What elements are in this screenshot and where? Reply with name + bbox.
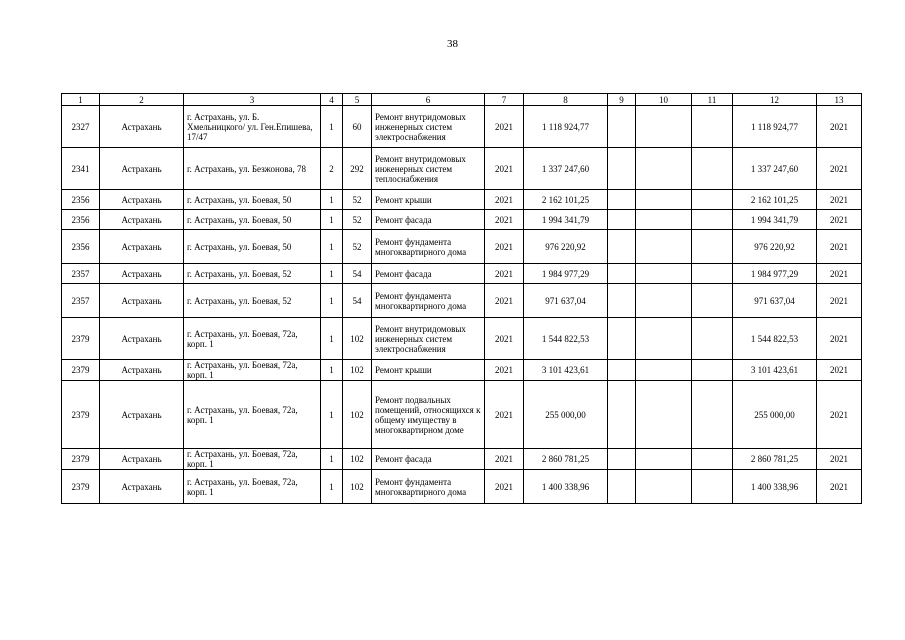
completion-year-cell: 2021 bbox=[817, 264, 862, 284]
cost-cell: 1 984 977,29 bbox=[524, 264, 608, 284]
year-cell: 2021 bbox=[485, 360, 524, 381]
address-cell: г. Астрахань, ул. Боевая, 52 bbox=[184, 284, 321, 318]
col4-cell: 2 bbox=[321, 148, 343, 190]
col10-cell bbox=[636, 360, 692, 381]
page-number: 38 bbox=[447, 38, 458, 50]
table-row bbox=[62, 284, 862, 318]
record-id-cell: 2379 bbox=[62, 360, 100, 381]
total-cost-cell: 1 994 341,79 bbox=[733, 210, 817, 230]
year-cell: 2021 bbox=[485, 230, 524, 264]
total-cost-cell: 976 220,92 bbox=[733, 230, 817, 264]
col4-cell: 1 bbox=[321, 381, 343, 449]
col4-cell: 1 bbox=[321, 284, 343, 318]
total-cost-cell: 3 101 423,61 bbox=[733, 360, 817, 381]
col9-cell bbox=[608, 360, 636, 381]
completion-year-cell: 2021 bbox=[817, 360, 862, 381]
column-header: 4 bbox=[321, 94, 343, 106]
column-header: 5 bbox=[343, 94, 372, 106]
total-cost-cell: 1 544 822,53 bbox=[733, 318, 817, 360]
col11-cell bbox=[692, 190, 733, 210]
address-cell: г. Астрахань, ул. Боевая, 50 bbox=[184, 230, 321, 264]
municipality-cell: Астрахань bbox=[100, 106, 184, 148]
cost-cell: 971 637,04 bbox=[524, 284, 608, 318]
column-header: 3 bbox=[184, 94, 321, 106]
col11-cell bbox=[692, 318, 733, 360]
col9-cell bbox=[608, 284, 636, 318]
record-id-cell: 2356 bbox=[62, 230, 100, 264]
total-cost-cell: 1 984 977,29 bbox=[733, 264, 817, 284]
table-row bbox=[62, 470, 862, 504]
col9-cell bbox=[608, 264, 636, 284]
col5-cell: 292 bbox=[343, 148, 372, 190]
record-id-cell: 2357 bbox=[62, 264, 100, 284]
col10-cell bbox=[636, 190, 692, 210]
table-row bbox=[62, 318, 862, 360]
year-cell: 2021 bbox=[485, 284, 524, 318]
col11-cell bbox=[692, 230, 733, 264]
year-cell: 2021 bbox=[485, 449, 524, 470]
col5-cell: 54 bbox=[343, 284, 372, 318]
col9-cell bbox=[608, 318, 636, 360]
year-cell: 2021 bbox=[485, 148, 524, 190]
address-cell: г. Астрахань, ул. Боевая, 72а, корп. 1 bbox=[184, 470, 321, 504]
col4-cell: 1 bbox=[321, 230, 343, 264]
address-cell: г. Астрахань, ул. Боевая, 72а, корп. 1 bbox=[184, 318, 321, 360]
year-cell: 2021 bbox=[485, 106, 524, 148]
address-cell: г. Астрахань, ул. Безжонова, 78 bbox=[184, 148, 321, 190]
col11-cell bbox=[692, 381, 733, 449]
completion-year-cell: 2021 bbox=[817, 449, 862, 470]
total-cost-cell: 971 637,04 bbox=[733, 284, 817, 318]
col11-cell bbox=[692, 360, 733, 381]
col10-cell bbox=[636, 449, 692, 470]
work-type-cell: Ремонт фасада bbox=[372, 210, 485, 230]
table-row bbox=[62, 264, 862, 284]
col11-cell bbox=[692, 106, 733, 148]
work-type-cell: Ремонт фундамента многоквартирного дома bbox=[372, 230, 485, 264]
table-row bbox=[62, 210, 862, 230]
col4-cell: 1 bbox=[321, 470, 343, 504]
col5-cell: 102 bbox=[343, 470, 372, 504]
column-header: 6 bbox=[372, 94, 485, 106]
col9-cell bbox=[608, 210, 636, 230]
repair-register-table bbox=[61, 93, 862, 504]
col4-cell: 1 bbox=[321, 318, 343, 360]
table-row bbox=[62, 449, 862, 470]
col11-cell bbox=[692, 449, 733, 470]
column-header: 10 bbox=[636, 94, 692, 106]
completion-year-cell: 2021 bbox=[817, 318, 862, 360]
table-row bbox=[62, 381, 862, 449]
address-cell: г. Астрахань, ул. Боевая, 72а, корп. 1 bbox=[184, 381, 321, 449]
municipality-cell: Астрахань bbox=[100, 210, 184, 230]
work-type-cell: Ремонт внутридомовых инженерных систем электроснабжения bbox=[372, 318, 485, 360]
year-cell: 2021 bbox=[485, 264, 524, 284]
municipality-cell: Астрахань bbox=[100, 449, 184, 470]
table-body bbox=[62, 106, 862, 504]
municipality-cell: Астрахань bbox=[100, 318, 184, 360]
work-type-cell: Ремонт фасада bbox=[372, 449, 485, 470]
col10-cell bbox=[636, 284, 692, 318]
column-header: 2 bbox=[100, 94, 184, 106]
address-cell: г. Астрахань, ул. Боевая, 72а, корп. 1 bbox=[184, 360, 321, 381]
work-type-cell: Ремонт фасада bbox=[372, 264, 485, 284]
col11-cell bbox=[692, 210, 733, 230]
cost-cell: 2 860 781,25 bbox=[524, 449, 608, 470]
column-header: 13 bbox=[817, 94, 862, 106]
completion-year-cell: 2021 bbox=[817, 230, 862, 264]
col9-cell bbox=[608, 449, 636, 470]
total-cost-cell: 1 118 924,77 bbox=[733, 106, 817, 148]
completion-year-cell: 2021 bbox=[817, 381, 862, 449]
col9-cell bbox=[608, 230, 636, 264]
municipality-cell: Астрахань bbox=[100, 470, 184, 504]
total-cost-cell: 2 162 101,25 bbox=[733, 190, 817, 210]
col11-cell bbox=[692, 284, 733, 318]
col5-cell: 52 bbox=[343, 230, 372, 264]
table-row bbox=[62, 106, 862, 148]
work-type-cell: Ремонт подвальных помещений, относящихся к общему имуществу в многоквартирном доме bbox=[372, 381, 485, 449]
address-cell: г. Астрахань, ул. Боевая, 50 bbox=[184, 190, 321, 210]
col11-cell bbox=[692, 148, 733, 190]
municipality-cell: Астрахань bbox=[100, 190, 184, 210]
table-row bbox=[62, 190, 862, 210]
col10-cell bbox=[636, 210, 692, 230]
col5-cell: 102 bbox=[343, 318, 372, 360]
col5-cell: 54 bbox=[343, 264, 372, 284]
work-type-cell: Ремонт фундамента многоквартирного дома bbox=[372, 284, 485, 318]
col5-cell: 52 bbox=[343, 210, 372, 230]
total-cost-cell: 255 000,00 bbox=[733, 381, 817, 449]
cost-cell: 976 220,92 bbox=[524, 230, 608, 264]
col9-cell bbox=[608, 190, 636, 210]
municipality-cell: Астрахань bbox=[100, 148, 184, 190]
cost-cell: 1 118 924,77 bbox=[524, 106, 608, 148]
year-cell: 2021 bbox=[485, 318, 524, 360]
record-id-cell: 2379 bbox=[62, 381, 100, 449]
municipality-cell: Астрахань bbox=[100, 381, 184, 449]
col5-cell: 60 bbox=[343, 106, 372, 148]
completion-year-cell: 2021 bbox=[817, 148, 862, 190]
col4-cell: 1 bbox=[321, 360, 343, 381]
record-id-cell: 2341 bbox=[62, 148, 100, 190]
col10-cell bbox=[636, 318, 692, 360]
cost-cell: 1 337 247,60 bbox=[524, 148, 608, 190]
col10-cell bbox=[636, 230, 692, 264]
completion-year-cell: 2021 bbox=[817, 470, 862, 504]
col9-cell bbox=[608, 106, 636, 148]
municipality-cell: Астрахань bbox=[100, 230, 184, 264]
column-header: 8 bbox=[524, 94, 608, 106]
year-cell: 2021 bbox=[485, 210, 524, 230]
cost-cell: 1 544 822,53 bbox=[524, 318, 608, 360]
column-header: 11 bbox=[692, 94, 733, 106]
col5-cell: 52 bbox=[343, 190, 372, 210]
column-header: 9 bbox=[608, 94, 636, 106]
record-id-cell: 2357 bbox=[62, 284, 100, 318]
total-cost-cell: 1 400 338,96 bbox=[733, 470, 817, 504]
total-cost-cell: 2 860 781,25 bbox=[733, 449, 817, 470]
record-id-cell: 2379 bbox=[62, 449, 100, 470]
municipality-cell: Астрахань bbox=[100, 284, 184, 318]
address-cell: г. Астрахань, ул. Боевая, 72а, корп. 1 bbox=[184, 449, 321, 470]
col10-cell bbox=[636, 264, 692, 284]
cost-cell: 255 000,00 bbox=[524, 381, 608, 449]
address-cell: г. Астрахань, ул. Боевая, 52 bbox=[184, 264, 321, 284]
work-type-cell: Ремонт крыши bbox=[372, 190, 485, 210]
work-type-cell: Ремонт фундамента многоквартирного дома bbox=[372, 470, 485, 504]
table-row bbox=[62, 230, 862, 264]
municipality-cell: Астрахань bbox=[100, 264, 184, 284]
col9-cell bbox=[608, 381, 636, 449]
col11-cell bbox=[692, 470, 733, 504]
col10-cell bbox=[636, 381, 692, 449]
completion-year-cell: 2021 bbox=[817, 210, 862, 230]
completion-year-cell: 2021 bbox=[817, 106, 862, 148]
col9-cell bbox=[608, 470, 636, 504]
record-id-cell: 2356 bbox=[62, 210, 100, 230]
col5-cell: 102 bbox=[343, 360, 372, 381]
col9-cell bbox=[608, 148, 636, 190]
address-cell: г. Астрахань, ул. Б. Хмельницкого/ ул. Ген.Епишева, 17/47 bbox=[184, 106, 321, 148]
record-id-cell: 2356 bbox=[62, 190, 100, 210]
col5-cell: 102 bbox=[343, 381, 372, 449]
work-type-cell: Ремонт крыши bbox=[372, 360, 485, 381]
cost-cell: 3 101 423,61 bbox=[524, 360, 608, 381]
col11-cell bbox=[692, 264, 733, 284]
record-id-cell: 2379 bbox=[62, 470, 100, 504]
col10-cell bbox=[636, 148, 692, 190]
work-type-cell: Ремонт внутридомовых инженерных систем электроснабжения bbox=[372, 106, 485, 148]
completion-year-cell: 2021 bbox=[817, 284, 862, 318]
municipality-cell: Астрахань bbox=[100, 360, 184, 381]
column-numbers-row bbox=[62, 94, 862, 106]
col4-cell: 1 bbox=[321, 190, 343, 210]
total-cost-cell: 1 337 247,60 bbox=[733, 148, 817, 190]
col10-cell bbox=[636, 470, 692, 504]
address-cell: г. Астрахань, ул. Боевая, 50 bbox=[184, 210, 321, 230]
completion-year-cell: 2021 bbox=[817, 190, 862, 210]
col4-cell: 1 bbox=[321, 210, 343, 230]
year-cell: 2021 bbox=[485, 381, 524, 449]
col10-cell bbox=[636, 106, 692, 148]
record-id-cell: 2327 bbox=[62, 106, 100, 148]
year-cell: 2021 bbox=[485, 190, 524, 210]
record-id-cell: 2379 bbox=[62, 318, 100, 360]
col4-cell: 1 bbox=[321, 449, 343, 470]
table-row bbox=[62, 148, 862, 190]
table-row bbox=[62, 360, 862, 381]
work-type-cell: Ремонт внутридомовых инженерных систем теплоснабжения bbox=[372, 148, 485, 190]
year-cell: 2021 bbox=[485, 470, 524, 504]
col4-cell: 1 bbox=[321, 264, 343, 284]
cost-cell: 1 994 341,79 bbox=[524, 210, 608, 230]
col4-cell: 1 bbox=[321, 106, 343, 148]
cost-cell: 2 162 101,25 bbox=[524, 190, 608, 210]
table-header bbox=[62, 94, 862, 106]
col5-cell: 102 bbox=[343, 449, 372, 470]
column-header: 12 bbox=[733, 94, 817, 106]
cost-cell: 1 400 338,96 bbox=[524, 470, 608, 504]
column-header: 7 bbox=[485, 94, 524, 106]
column-header: 1 bbox=[62, 94, 100, 106]
